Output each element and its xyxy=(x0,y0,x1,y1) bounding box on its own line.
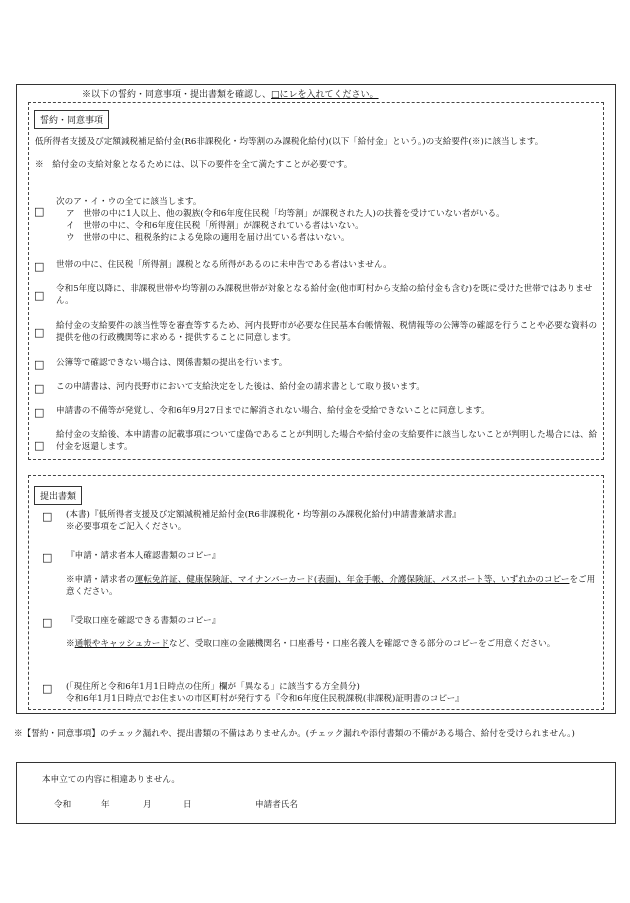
item3-text: 令和5年度以降に、非課税世帯や均等割のみ課税世帯が対象となる給付金(他市町村から支給の給付金も含む)を既に受けた世帯ではありません。 xyxy=(56,284,593,306)
item1-a: ア 世帯の中に1人以上、他の親族(令和6年度住民税「均等割」が課税された人)の扶養を受けていない者がいる。 xyxy=(66,209,505,219)
checkbox-doc2[interactable]: □ xyxy=(42,551,53,564)
instruction-underlined: □にレを入れてください。 xyxy=(271,90,379,100)
item2-text: 世帯の中に、住民税「所得割」課税となる所得があるのに未申告である者はいません。 xyxy=(56,260,392,270)
checkbox-item1[interactable]: □ xyxy=(34,205,45,218)
checkbox-doc1[interactable]: □ xyxy=(42,510,53,523)
doc1-title: (本書)『低所得者支援及び定額減税補足給付金(R6非課税化・均等割のみ課税化給付)申請書兼請求書』 xyxy=(66,510,461,520)
applicant-name-label: 申請者氏名 xyxy=(255,800,298,810)
item8-text: 給付金の支給後、本申請書の記載事項について虚偽であることが判明した場合や給付金の支給要件に該当しないことが判明した場合には、給付金を返還します。 xyxy=(56,430,598,452)
day-label: 日 xyxy=(183,800,192,810)
era-label: 令和 xyxy=(54,800,72,810)
item1-lead: 次のア・イ・ウの全てに該当します。 xyxy=(56,197,202,207)
pledge-note: ※ 給付金の支給対象となるためには、以下の要件を全て満たすことが必要です。 xyxy=(35,160,353,170)
year-label: 年 xyxy=(101,800,110,810)
checkbox-item6[interactable]: □ xyxy=(34,382,45,395)
doc3-title: 『受取口座を確認できる書類のコピー』 xyxy=(66,616,221,626)
checkbox-doc4[interactable]: □ xyxy=(42,682,53,695)
item1-u: ウ 世帯の中に、租税条約による免除の適用を届け出ている者はいない。 xyxy=(66,233,350,243)
instruction-text: ※以下の誓約・同意事項・提出書類を確認し、 xyxy=(82,90,272,100)
item4-text: 給付金の支給要件の該当性等を審査等するため、河内長野市が必要な住民基本台帳情報、税情報等の公簿等の確認を行うことや必要な資料の提供を他の行政機関等に求める・提供することに同意します。 xyxy=(56,321,598,343)
warning-text: ※【誓約・同意事項】のチェック漏れや、提出書類の不備はありませんか。(チェック漏れや添付書類の不備がある場合、給付を受けられません。) xyxy=(14,729,575,739)
pledge-intro: 低所得者支援及び定額減税補足給付金(R6非課税化・均等割のみ課税化給付)(以下「給付金」という。)の支給要件(※)に該当します。 xyxy=(35,137,544,147)
instruction-line xyxy=(82,87,379,100)
doc4-note: 令和6年1月1日時点でお住まいの市区町村が発行する『令和6年度住民税課税(非課税)証明書のコピー』 xyxy=(66,694,464,704)
checkbox-item5[interactable]: □ xyxy=(34,358,45,371)
doc4-title: (「現住所と令和6年1月1日時点の住所」欄が「異なる」に該当する方全員分) xyxy=(66,682,360,692)
item5-text: 公簿等で確認できない場合は、関係書類の提出を行います。 xyxy=(56,358,288,368)
item6-text: この申請書は、河内長野市において支給決定をした後は、給付金の請求書として取り扱います。 xyxy=(56,382,425,392)
doc2-title: 『申請・請求者本人確認書類のコピー』 xyxy=(66,551,221,561)
declaration-statement: 本申立ての内容に相違ありません。 xyxy=(42,775,181,785)
checkbox-item7[interactable]: □ xyxy=(34,406,45,419)
checkbox-item2[interactable]: □ xyxy=(34,260,45,273)
doc1-note: ※必要事項をご記入ください。 xyxy=(66,522,187,532)
checkbox-item8[interactable]: □ xyxy=(34,439,45,452)
doc2-note: ※申請・請求者の運転免許証、健康保険証、マイナンバーカード(表面)、年金手帳、介護保険証、パスポート等、いずれかのコピーをご用意ください。 xyxy=(66,575,596,597)
item1-i: イ 世帯の中に、令和6年度住民税「所得割」が課税されている者はいない。 xyxy=(66,221,364,231)
declaration-box xyxy=(16,762,616,824)
month-label: 月 xyxy=(143,800,152,810)
doc3-note: ※通帳やキャッシュカードなど、受取口座の金融機関名・口座番号・口座名義人を確認できる部分のコピーをご用意ください。 xyxy=(66,639,556,649)
documents-heading: 提出書類 xyxy=(34,486,82,505)
pledge-heading: 誓約・同意事項 xyxy=(34,110,109,129)
item7-text: 申請書の不備等が発覚し、令和6年9月27日までに解消されない場合、給付金を受給できないことに同意します。 xyxy=(56,406,490,416)
checkbox-doc3[interactable]: □ xyxy=(42,616,53,629)
checkbox-item3[interactable]: □ xyxy=(34,289,45,302)
checkbox-item4[interactable]: □ xyxy=(34,326,45,339)
